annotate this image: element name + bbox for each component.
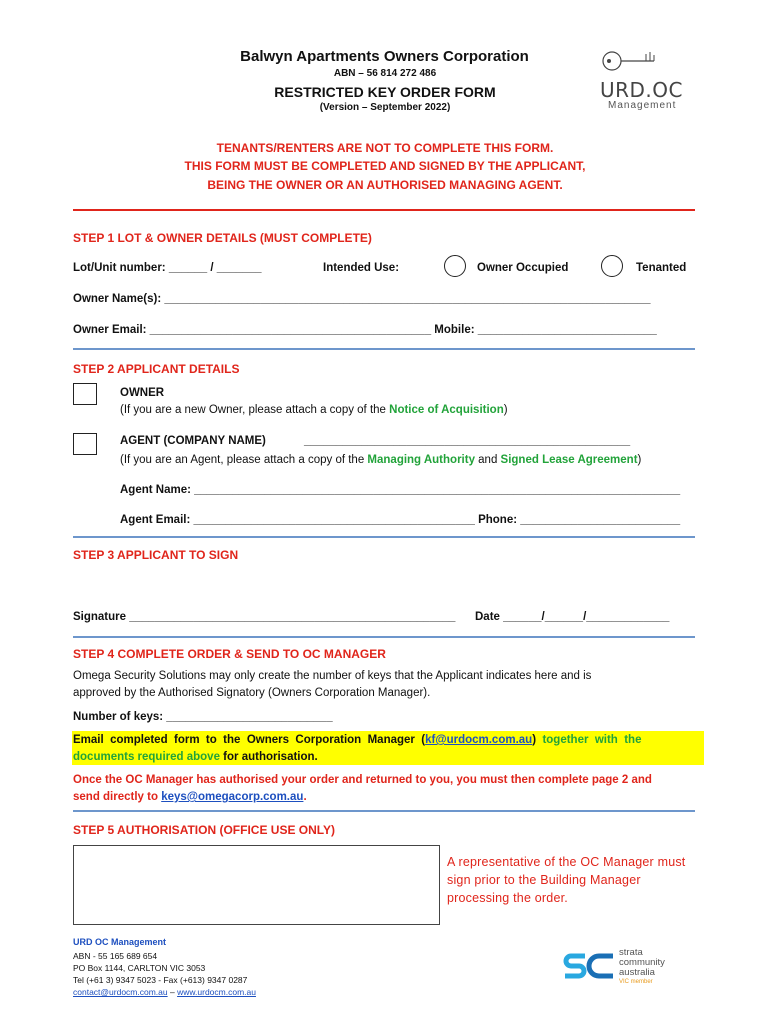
form-title: RESTRICTED KEY ORDER FORM [274,84,496,100]
urdoc-logo [600,44,700,116]
org-abn: ABN – 56 814 272 486 [333,68,437,79]
strata-community-logo [563,946,693,990]
divider [73,636,695,638]
step5-heading: STEP 5 AUTHORISATION (OFFICE USE ONLY) [73,823,336,837]
signature-field[interactable]: Signature ___________________________________________________ [73,611,456,623]
owner-note: (If you are a new Owner, please attach a copy of the Notice of Acquisition) [120,404,508,416]
footer-email-link[interactable]: contact@urdocm.com.au [73,987,168,997]
notice-of-acquisition-text: Notice of Acquisition [389,404,504,416]
owner-option-label: OWNER [120,387,165,399]
managing-authority-text: Managing Authority [367,454,475,466]
agent-email-phone-field[interactable]: Agent Email: ____________________________________________ Phone: _________________________ [120,514,681,526]
step1-heading: STEP 1 LOT & OWNER DETAILS (MUST COMPLETE) [73,231,372,245]
sca-text-3: australia [619,967,655,978]
step4-paragraph-line: approved by the Authorised Signatory (Owners Corporation Manager). [73,687,431,699]
step2-heading: STEP 2 APPLICANT DETAILS [73,362,240,376]
owner-occupied-label: Owner Occupied [477,262,569,274]
agent-note: (If you are an Agent, please attach a copy of the Managing Authority and Signed Lease Agreement) [120,454,642,466]
agent-option-label: AGENT (COMPANY NAME) [120,435,266,447]
form-version: (Version – September 2022) [319,102,451,113]
omega-keys-email-link[interactable]: keys@omegacorp.com.au [161,791,304,803]
sca-text-4: VIC member [619,979,653,985]
logo-sub: Management [608,100,677,111]
authorisation-note: A representative of the OC Manager must sign prior to the Building Manager processing the order. [447,855,686,905]
divider [73,536,695,538]
divider [73,348,695,350]
tenanted-radio[interactable] [601,255,623,277]
org-name: Balwyn Apartments Owners Corporation [240,48,529,65]
intended-use-label: Intended Use: [323,262,400,274]
date-field[interactable]: Date ______/______/_____________ [475,611,670,623]
step3-heading: STEP 3 APPLICANT TO SIGN [73,548,239,562]
number-of-keys-field[interactable]: Number of keys: __________________________ [73,711,333,723]
signed-lease-text: Signed Lease Agreement [500,454,638,466]
tenanted-label: Tenanted [636,262,687,274]
owner-checkbox[interactable] [73,383,97,405]
email-instruction-line2: documents required above for authorisation. [73,751,318,763]
footer-contact: contact@urdocm.com.au – www.urdocm.com.au [73,987,256,997]
owner-names-field[interactable]: Owner Name(s): ____________________________________________________________________________ [73,293,651,305]
step4-paragraph-line: Omega Security Solutions may only create the number of keys that the Applicant indicates here and is [73,670,592,682]
email-instruction-line1: Email completed form to the Owners Corporation Manager (kf@urdocm.com.au) together with the [73,734,642,746]
footer-po: PO Box 1144, CARLTON VIC 3053 [73,963,206,973]
warning-line: BEING THE OWNER OR AN AUTHORISED MANAGING AGENT. [207,178,563,192]
warning-line: THIS FORM MUST BE COMPLETED AND SIGNED BY THE APPLICANT, [184,159,586,173]
lot-number-field[interactable]: Lot/Unit number: ______ / _______ [73,262,262,274]
agent-name-field[interactable]: Agent Name: ____________________________________________________________________________ [120,484,681,496]
footer-company: URD OC Management [73,937,167,947]
owner-occupied-radio[interactable] [444,255,466,277]
footer-abn: ABN - 55 165 689 654 [73,951,158,961]
agent-company-field[interactable]: ___________________________________________________ [304,435,631,447]
warning-line: TENANTS/RENTERS ARE NOT TO COMPLETE THIS FORM. [216,141,554,155]
logo-brand: URD.OC [600,78,683,102]
sca-text-2: community [619,957,665,968]
authorisation-signature-box[interactable] [73,845,440,925]
oc-instruction-line2: send directly to keys@omegacorp.com.au. [73,791,307,803]
sca-text-1: strata [619,947,643,958]
oc-manager-email-link[interactable]: kf@urdocm.com.au [425,734,533,746]
sca-mark-icon [563,950,615,982]
footer-tel: Tel (+61 3) 9347 5023 - Fax (+613) 9347 0287 [73,975,248,985]
owner-email-mobile-field[interactable]: Owner Email: ____________________________________________ Mobile: ____________________________ [73,324,657,336]
footer-web-link[interactable]: www.urdocm.com.au [177,987,256,997]
key-icon [602,48,672,74]
oc-instruction-line1: Once the OC Manager has authorised your order and returned to you, you must then complete page 2 and [73,774,652,786]
divider [73,810,695,812]
divider [73,209,695,211]
agent-checkbox[interactable] [73,433,97,455]
step4-heading: STEP 4 COMPLETE ORDER & SEND TO OC MANAGER [73,647,386,661]
